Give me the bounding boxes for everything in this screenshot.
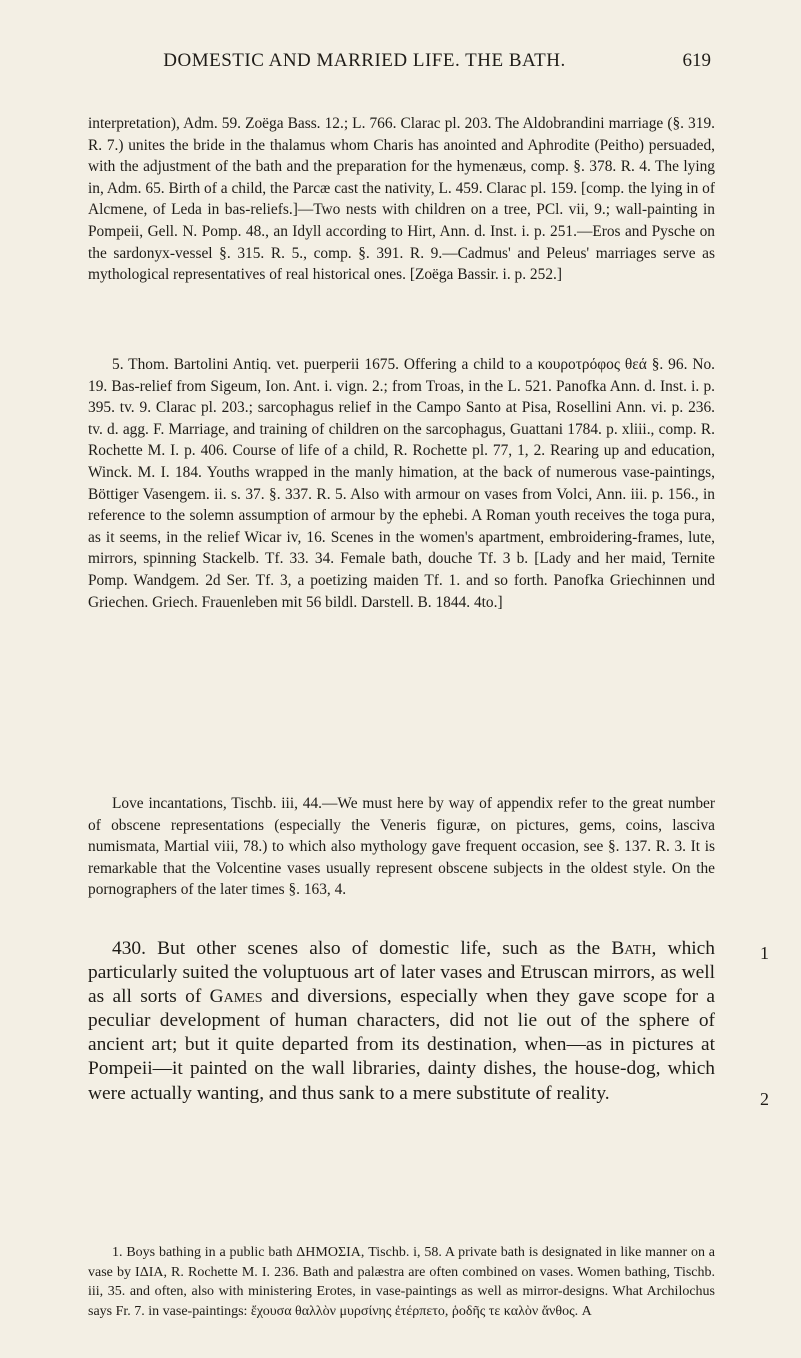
running-title: DOMESTIC AND MARRIED LIFE. THE BATH.: [163, 50, 566, 71]
keyword-bath: Bath: [611, 938, 652, 959]
page-number: 619: [682, 50, 711, 71]
note-text-2: 5. Thom. Bartolini Antiq. vet. puerperii 1675. Offering a child to a κουροτρόφος θεά §. 96. No. 19. Bas-relief from Sigeum, Ion. Ant. i. vign. 2.; from Troas, in the L. 521. Panofka Ann. d. Inst. i. p. 395. tv. 9. Clarac pl. 203.; sarcophagus relief in the Campo Santo at Pisa, Rosellini Ann. vi. p. 236. tv. d. agg. F. Marriage, and training of children on the sarcophagus, Guattani 1784. p. xliii., comp. R. Rochette M. I. p. 406. Course of life of a child, R. Rochette pl. 77, 1, 2. Rearing up and education, Winck. M. I. 184. Youths wrapped in the manly himation, at the back of numerous vase-paintings, Böttiger Vasengem. ii. s. 37. §. 337. R. 5. Also with armour on vases from Volci, Ann. iii. p. 156., in reference to the solemn assumption of armour by the ephebi. A Roman youth receives the toga pura, as it seems, in the relief Wicar iv, 16. Scenes in the women's apartment, embroidering-frames, lute, mirrors, spinning Stackelb. Tf. 33. 34. Female bath, douche Tf. 3 b. [Lady and her maid, Ternite Pomp. Wandgem. 2d Ser. Tf. 3, a poetizing maiden Tf. 1. and so forth. Panofka Griechinnen und Griechen. Griech. Frauenleben mit 56 bildl. Darstell. B. 1844. 4to.]: [88, 356, 715, 611]
note-text-3: Love incantations, Tischb. iii, 44.—We must here by way of appendix refer to the great number of obscene representations (especially the Veneris figuræ, on pictures, gems, coins, lasciva numismata, Martial viii, 78.) to which also mythology gave frequent occasion, see §. 137. R. 3. It is remarkable that the Volcentine vases usually represent obscene subjects in the oldest style. On the pornographers of the later times §. 163, 4.: [88, 795, 715, 899]
main-text-start: 430. But other scenes also of domestic life, such as the: [112, 938, 612, 959]
footnote-text: 1. Boys bathing in a public bath ΔΗΜΟΣΙΑ, Tischb. i, 58. A private bath is designated in like manner on a vase by ΙΔΙΑ, R. Rochette M. I. 236. Bath and palæstra are often combined on vases. Women bathing, Tischb. iii, 35. and often, also with ministering Erotes, in vase-paintings as well as mirror-designs. What Archilochus says Fr. 7. in vase-paintings: ἔχουσα θαλλὸν μυρσίνης ἐτέρπετο, ῥοδῆς τε καλὸν ἄνθος. A: [88, 1245, 715, 1319]
margin-number-1: 1: [760, 943, 769, 963]
note-paragraph-1: [88, 113, 715, 286]
main-text-middle: , which particularly suited the voluptuous art of later vases and Etruscan mirrors, as well as all sorts of: [88, 938, 715, 1008]
main-text: [88, 937, 715, 1106]
main-text-end: and diversions, especially when they gave scope for a peculiar development of human characters, did not lie out of the sphere of ancient art; but it quite departed from its destination, when—as in pictures at Pompeii—it painted on the wall libraries, dainty dishes, the house-dog, which were actually wanting, and thus sank to a mere substitute of reality.: [88, 986, 715, 1104]
margin-number-2: 2: [760, 1089, 769, 1109]
footnotes: [88, 1243, 715, 1321]
note-text-1: interpretation), Adm. 59. Zoëga Bass. 12.; L. 766. Clarac pl. 203. The Aldobrandini marriage (§. 319. R. 7.) unites the bride in the thalamus whom Charis has anointed and Aphrodite (Peitho) persuaded, with the adjustment of the bath and the preparation for the hymenæus, comp. §. 378. R. 4. The lying in, Adm. 65. Birth of a child, the Parcæ cast the nativity, L. 459. Clarac pl. 159. [comp. the lying in of Alcmene, of Leda in bas-reliefs.]—Two nests with children on a tree, PCl. vii, 9.; wall-painting in Pompeii, Gell. N. Pomp. 48., an Idyll according to Hirt, Ann. d. Inst. i. p. 251.—Eros and Pysche on the sardonyx-vessel §. 315. R. 5., comp. §. 391. R. 9.—Cadmus' and Peleus' marriages serve as mythological representatives of real historical ones. [Zoëga Bassir. i. p. 252.]: [88, 115, 715, 284]
main-section-430: [88, 937, 715, 1106]
note-paragraph-2: [88, 354, 715, 613]
note-paragraph-3: [88, 793, 715, 901]
running-header: [88, 50, 711, 76]
keyword-games: Games: [209, 986, 263, 1008]
